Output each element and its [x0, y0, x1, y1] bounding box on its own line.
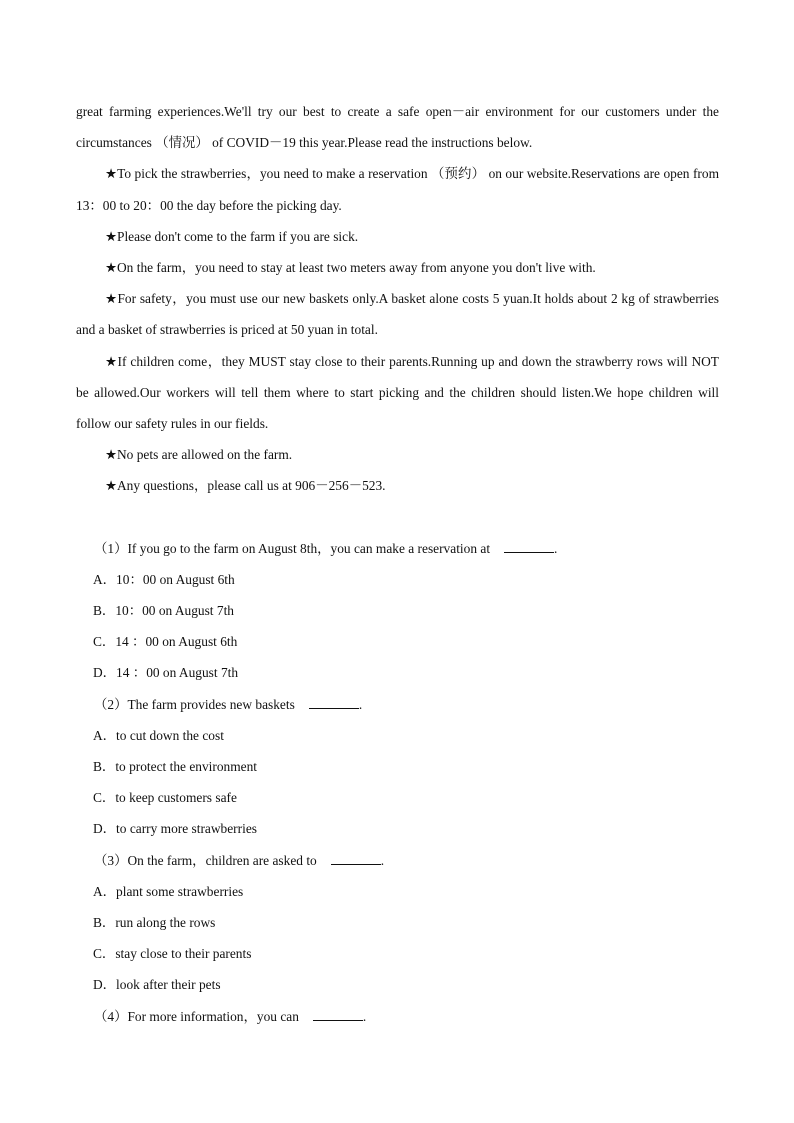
option-2d: D．to carry more strawberries — [93, 821, 257, 837]
question-1 — [76, 533, 719, 564]
option-3c: C．stay close to their parents — [93, 946, 252, 962]
option-1d: D．14 ：00 on August 7th — [93, 665, 239, 681]
document-page — [76, 96, 719, 1032]
option-3a: A．plant some strawberries — [93, 883, 244, 899]
rule-distance: ★On the farm，you need to stay at least two meters away from anyone you don't live with. — [105, 260, 596, 276]
rule-children: ★If children come，they MUST stay close to their parents.Running up and down the strawberry rows will NOT be allowed.Our workers will tell them where to start picking and the children should listen.We hope children will follow our safety rules in our fields. — [76, 353, 719, 432]
rule-baskets: ★For safety，you must use our new baskets only.A basket alone costs 5 yuan.It holds about 2 kg of strawberries and a basket of strawberries is priced at 50 yuan in total. — [76, 291, 719, 338]
question-2 — [76, 689, 719, 720]
option-1b: B．10：00 on August 7th — [93, 603, 234, 619]
question-end: . — [380, 852, 385, 868]
question-end: . — [554, 540, 558, 556]
question-stem: （4）For more information，you can — [94, 1008, 299, 1024]
rule-sick: ★Please don't come to the farm if you are sick. — [105, 228, 359, 244]
question-3 — [76, 845, 719, 876]
answer-blank — [504, 540, 554, 553]
rule-questions: ★Any questions，please call us at 906－256－523. — [105, 478, 386, 494]
question-stem: （3）On the farm，children are asked to — [94, 852, 317, 868]
option-1c: C．14 ：00 on August 6th — [93, 634, 238, 650]
answer-blank — [331, 852, 381, 865]
passage-intro: great farming experiences.We'll try our best to create a safe open－air environment for our customers under the circumstances （情况） of COVID－19 this year.Please read the instructions below. — [76, 104, 719, 151]
question-stem: （2）The farm provides new baskets — [94, 696, 295, 712]
option-2c: C．to keep customers safe — [93, 790, 237, 806]
answer-blank — [309, 696, 359, 709]
option-1a: A．10：00 on August 6th — [93, 571, 235, 587]
passage — [76, 96, 719, 502]
option-3d: D．look after their pets — [93, 977, 221, 993]
rule-pets: ★No pets are allowed on the farm. — [105, 447, 293, 463]
question-stem: （1）If you go to the farm on August 8th，you can make a reservation at — [94, 540, 491, 556]
option-3b: B．run along the rows — [93, 915, 216, 931]
question-list — [76, 533, 719, 1032]
option-2a: A．to cut down the cost — [93, 727, 224, 743]
question-4 — [76, 1001, 719, 1032]
rule-reservation: ★To pick the strawberries，you need to make a reservation （预约） on our website.Reservations are open from 13：00 to 20：00 the day before the picking day. — [76, 166, 719, 213]
question-end: . — [358, 696, 363, 712]
answer-blank — [313, 1008, 363, 1021]
option-2b: B．to protect the environment — [93, 759, 257, 775]
question-end: . — [362, 1008, 367, 1024]
